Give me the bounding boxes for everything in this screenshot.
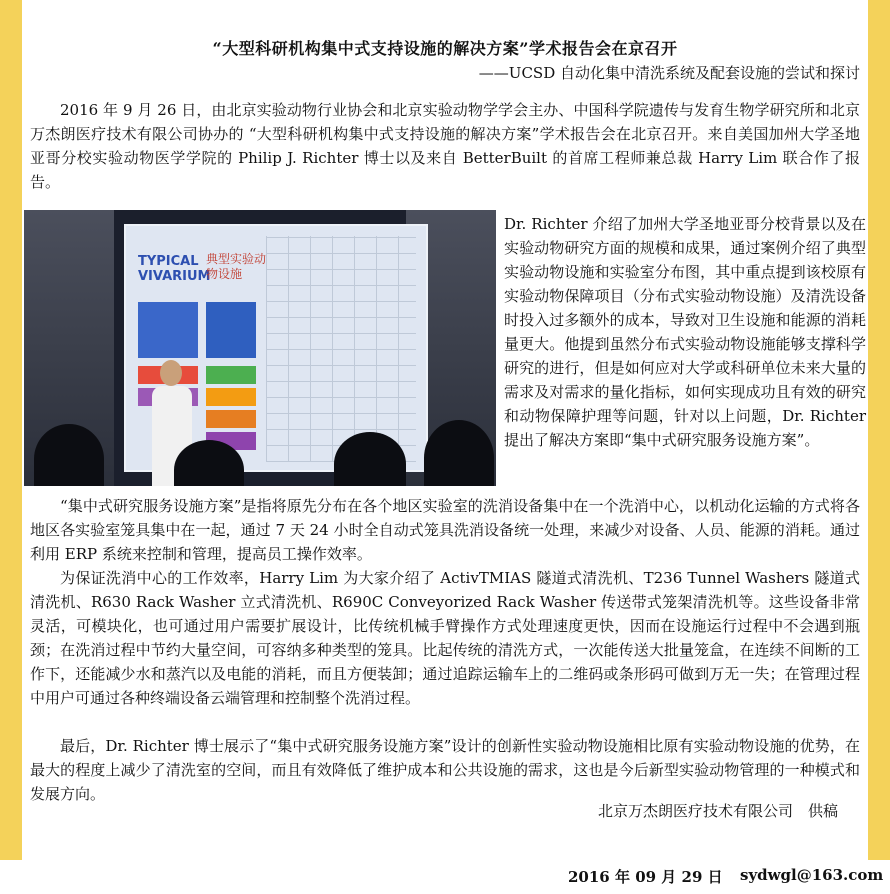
slide-title-cn: 典型实验动 物设施 — [206, 252, 267, 281]
paragraph-concept: “集中式研究服务设施方案”是指将原先分布在各个地区实验室的洗消设备集中在一个洗消中心，以机动化运输的方式将各地区各实验室笼具集中在一起，通过 7 天 24 小时全自动式笼具洗消设备统一处理，来减少对设备、人员、能源的消耗。通过利用 ERP 系统来控制和管理，提高员工操作效率。 — [30, 497, 860, 563]
contact-email[interactable]: sydwgl@163.com — [740, 866, 884, 884]
speaker-head — [160, 360, 182, 386]
publish-date: 2016 年 09 月 29 日 — [568, 868, 723, 886]
slide-block-amber — [206, 410, 256, 428]
slide-title-en: TYPICAL VIVARIUM — [138, 254, 211, 284]
slide-block-orange — [206, 388, 256, 406]
paragraph-equipment: 为保证洗消中心的工作效率，Harry Lim 为大家介绍了 ActivTMIAS 隧道式清洗机、T236 Tunnel Washers 隧道式清洗机、R630 Rack Washer 立式清洗机、R690C Conveyorized Rack Washer 传送带式笼架清洗机等。这些设备非常灵活，可模块化，也可通过用户需要扩展设计，比传统机械手臂操作方式处理速度更快，因而在设施运行过程中不会遇到瓶颈；在洗消过程中节约大量空间，可容纳多种类型的笼具。比起传统的清洗方式，一次能传送大批量笼盒，在连续不间断的工作下，还能减少水和蒸汽以及电能的消耗，而且方便装卸；通过追踪运输车上的二维码或条形码可做到万无一失；在管理过程中用户可通过各种终端设备云端管理和控制整个洗消过程。 — [30, 569, 860, 707]
slide-block-lab — [206, 302, 256, 358]
presentation-photo — [24, 210, 496, 486]
contributor-credit: 北京万杰朗医疗技术有限公司 供稿 — [597, 802, 838, 820]
audience-head — [424, 420, 494, 486]
floor-plan-drawing — [266, 236, 416, 462]
article-subtitle: ——UCSD 自动化集中清洗系统及配套设施的尝试和探讨 — [478, 64, 860, 82]
paragraph-conclusion: 最后，Dr. Richter 博士展示了“集中式研究服务设施方案”设计的创新性实验动物设施相比原有实验动物设施的优势，在最大的程度上减少了清洗室的空间，而且有效降低了维护成本和公共设施的需求，这也是今后新型实验动物管理的一种模式和发展方向。 — [30, 737, 860, 803]
document-page — [22, 0, 868, 860]
right-border-stripe — [868, 0, 890, 860]
slide-block-green — [206, 366, 256, 384]
paragraph-intro: 2016 年 9 月 26 日，由北京实验动物行业协会和北京实验动物学学会主办、中国科学院遗传与发育生物学研究所和北京万杰朗医疗技术有限公司协办的 “大型科研机构集中式支持设施的解决方案”学术报告会在北京召开。来自美国加州大学圣地亚哥分校实验动物医学学院的 Philip J. Richter 博士以及来自 BetterBuilt 的首席工程师兼总裁 Harry Lim 联合作了报告。 — [30, 101, 860, 191]
article-title: “大型科研机构集中式支持设施的解决方案”学术报告会在京召开 — [212, 39, 678, 58]
slide-block-laboratories — [138, 302, 198, 358]
paragraph-richter: Dr. Richter 介绍了加州大学圣地亚哥分校背景以及在实验动物研究方面的规模和成果，通过案例介绍了典型实验动物设施和实验室分布图，其中重点提到该校原有实验动物保障项目（分布式实验动物设施）及清洗设备时投入过多额外的成本，导致对卫生设施和能源的消耗量更大。他提到虽然分布式实验动物设施能够支撑科学研究的进行，但是如何应对大学或科研单位未来大量的需求及对需求的量化指标，如何实现成功且有效的研究和动物保障护理等问题，针对以上问题，Dr. Richter 提出了解决方案即“集中式研究服务设施方案”。 — [504, 215, 866, 449]
audience-head — [34, 424, 104, 486]
left-border-stripe — [0, 0, 22, 860]
